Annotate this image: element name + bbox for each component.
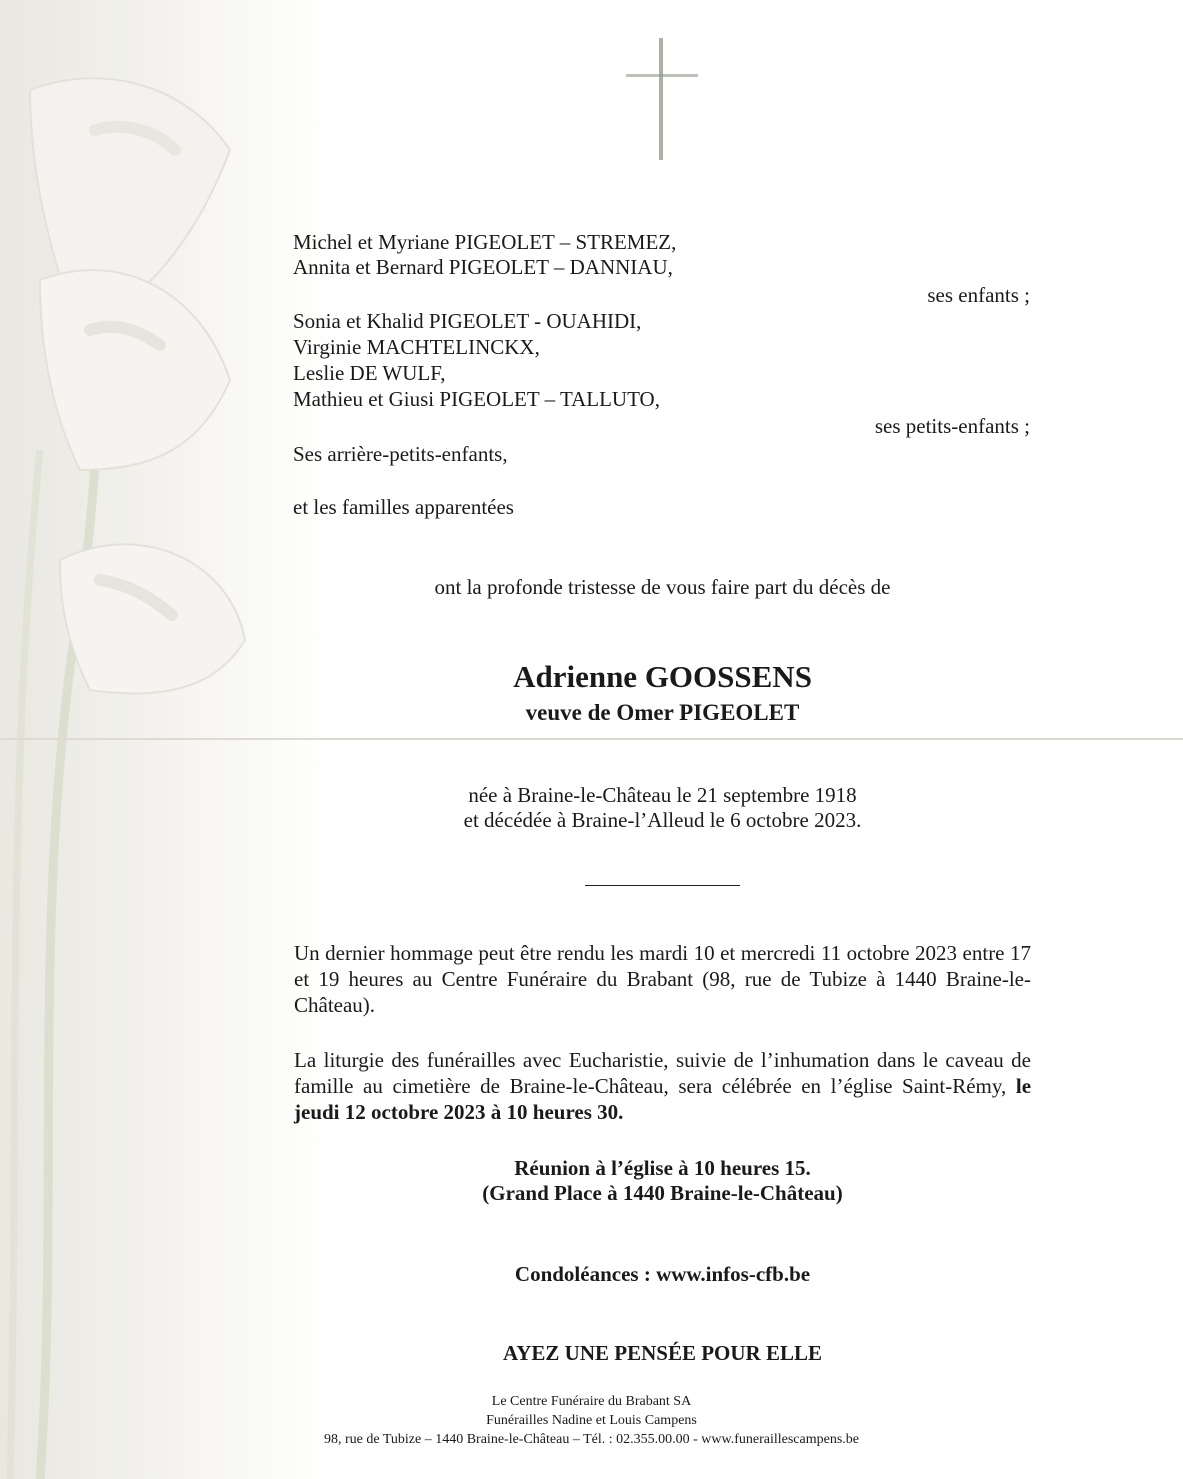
footer-address: 98, rue de Tubize – 1440 Braine-le-Château – Tél. : 02.355.00.00 - www.funeraillescampens.be	[324, 1432, 859, 1447]
liturgy-datetime: le jeudi 12 octobre 2023 à 10 heures 30.	[294, 1074, 1032, 1124]
condolences: Condoléances : www.infos-cfb.be	[514, 1262, 811, 1286]
child-line: Annita et Bernard PIGEOLET – DANNIAU,	[293, 255, 673, 279]
death-info: et décédée à Braine-l’Alleud le 6 octobre 2023.	[463, 808, 862, 832]
closing-line: AYEZ UNE PENSÉE POUR ELLE	[503, 1341, 822, 1365]
children-label: ses enfants ;	[927, 283, 1030, 307]
grandchild-line: Mathieu et Giusi PIGEOLET – TALLUTO,	[293, 387, 660, 411]
meeting-address: (Grand Place à 1440 Braine-le-Château)	[482, 1181, 843, 1205]
liturgy-paragraph	[294, 1047, 1031, 1125]
tribute-paragraph: Un dernier hommage peut être rendu les mardi 10 et mercredi 11 octobre 2023 entre 17 et 19 heures au Centre Funéraire du Brabant (98, rue de Tubize à 1440 Braine-le-Château).	[294, 941, 1031, 1017]
footer-company: Le Centre Funéraire du Brabant SA	[491, 1394, 692, 1409]
cross-icon	[622, 38, 702, 160]
fold-line	[0, 738, 1183, 740]
deceased-name: Adrienne GOOSSENS	[513, 659, 812, 694]
grandchild-line: Sonia et Khalid PIGEOLET - OUAHIDI,	[293, 309, 642, 333]
announcement: ont la profonde tristesse de vous faire part du décès de	[434, 575, 891, 599]
relatives: et les familles apparentées	[293, 495, 514, 519]
birth-info: née à Braine-le-Château le 21 septembre 1918	[468, 783, 857, 807]
separator-line	[585, 885, 740, 886]
meeting-line: Réunion à l’église à 10 heures 15.	[514, 1156, 811, 1180]
great-grandchildren: Ses arrière-petits-enfants,	[293, 442, 508, 466]
grandchild-line: Virginie MACHTELINCKX,	[293, 335, 540, 359]
child-line: Michel et Myriane PIGEOLET – STREMEZ,	[293, 230, 677, 254]
footer-names: Funérailles Nadine et Louis Campens	[486, 1413, 697, 1428]
grandchild-line: Leslie DE WULF,	[293, 361, 446, 385]
liturgy-text: La liturgie des funérailles avec Eucharistie, suivie de l’inhumation dans le caveau de famille au cimetière de Braine-le-Château, sera célébrée en l’église Saint-Rémy,	[294, 1048, 1031, 1098]
grandchildren-label: ses petits-enfants ;	[874, 414, 1030, 438]
widow-of: veuve de Omer PIGEOLET	[525, 700, 800, 725]
